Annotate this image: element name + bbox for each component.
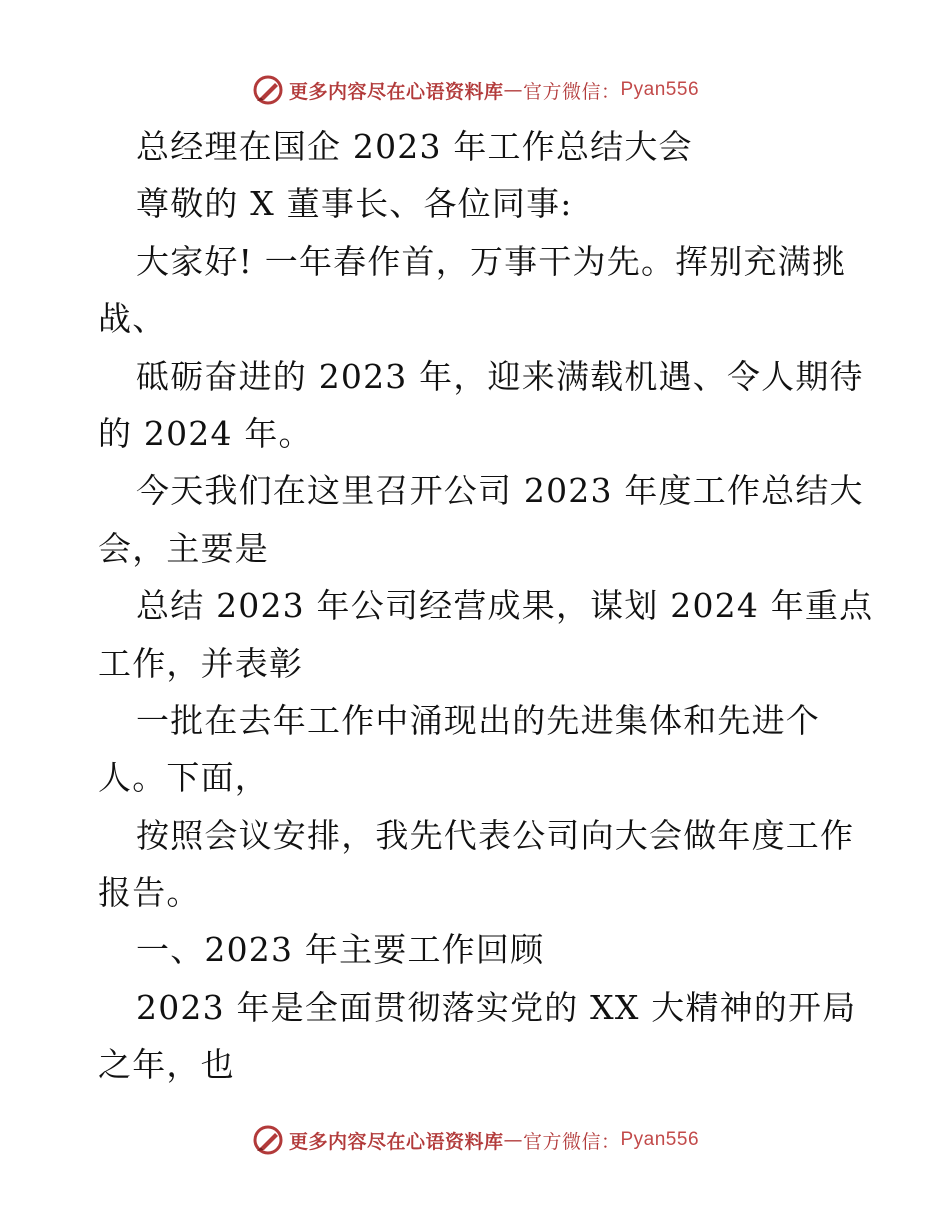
text-line: 2023 年是全面贯彻落实党的 XX 大精神的开局 xyxy=(136,987,857,1027)
watermark-banner-bottom xyxy=(0,1120,950,1160)
text-line: 砥砺奋进的 2023 年，迎来满载机遇、令人期待 xyxy=(136,356,864,396)
text-line: 工作，并表彰 xyxy=(98,643,304,683)
document-body xyxy=(98,118,874,1094)
watermark-wechat-id: Pyan556 xyxy=(620,79,700,100)
watermark-brand: 更多内容尽在心语资料库 xyxy=(288,80,504,103)
watermark-wechat-label: 官方微信： xyxy=(522,1130,621,1153)
pen-logo-icon xyxy=(251,1123,285,1157)
text-line: 一、2023 年主要工作回顾 xyxy=(136,930,545,970)
text-line: 按照会议安排，我先代表公司向大会做年度工作 xyxy=(136,815,855,855)
text-line: 的 2024 年。 xyxy=(98,413,313,453)
pen-logo-icon xyxy=(251,73,285,107)
watermark-banner-top xyxy=(0,70,950,110)
text-line: 总结 2023 年公司经营成果，谋划 2024 年重点 xyxy=(136,586,874,626)
text-line: 一批在去年工作中涌现出的先进集体和先进个 xyxy=(136,700,820,740)
text-line: 人。下面， xyxy=(98,758,269,798)
text-line: 战、 xyxy=(98,299,167,339)
text-line: 总经理在国企 2023 年工作总结大会 xyxy=(136,127,693,166)
text-line: 报告。 xyxy=(98,873,201,913)
watermark-brand: 更多内容尽在心语资料库 xyxy=(288,1130,504,1153)
watermark-wechat-label: 官方微信： xyxy=(522,80,621,103)
text-line: 之年，也 xyxy=(98,1045,235,1085)
watermark-wechat-id: Pyan556 xyxy=(620,1129,700,1150)
text-line: 会，主要是 xyxy=(98,528,269,568)
text-line: 今天我们在这里召开公司 2023 年度工作总结大 xyxy=(136,471,864,511)
text-line: 尊敬的 X 董事长、各位同事: xyxy=(136,184,573,224)
watermark-dash: — xyxy=(503,79,523,101)
watermark-dash: — xyxy=(503,1129,523,1151)
text-line: 大家好! 一年春作首，万事干为先。挥别充满挑 xyxy=(136,241,847,281)
